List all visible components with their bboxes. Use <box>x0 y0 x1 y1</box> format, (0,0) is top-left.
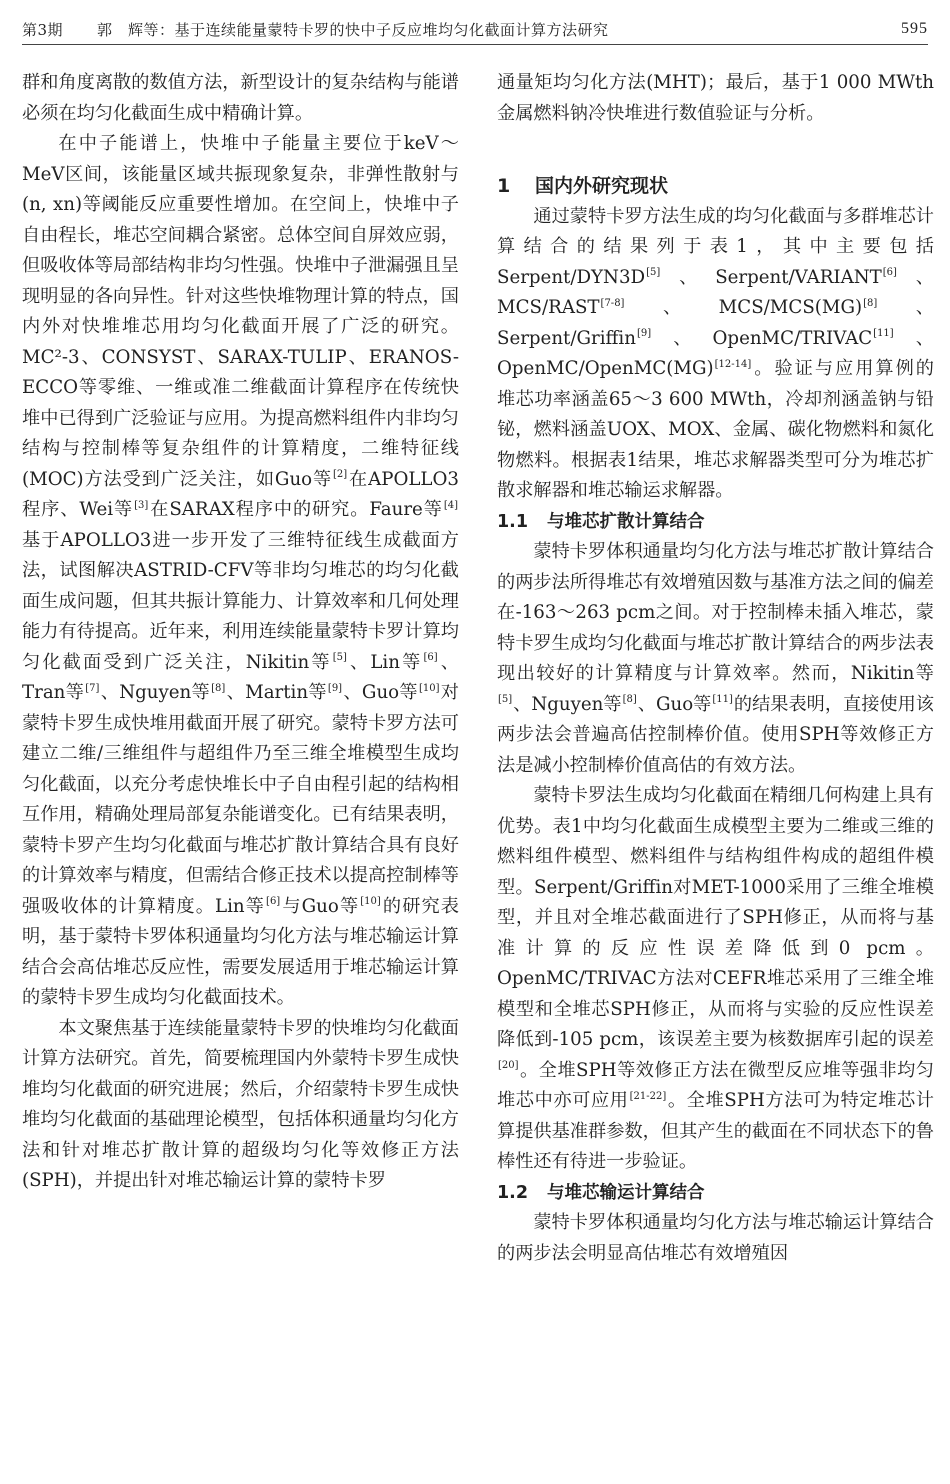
citation-ref: [6] <box>266 896 281 908</box>
section-number: 1 <box>497 175 511 197</box>
subsection1-1-paragraph-2: 蒙特卡罗法生成均匀化截面在精细几何构建上具有优势。表1中均匀化截面生成模型主要为二维或三维的燃料组件模型、燃料组件与结构组件构成的超组件模型。Serpent/Griffin对MET-1000采用了三维全堆模型，并且对全堆芯截面进行了SPH修正，从而将与基准计算的反应性误差降低到0 pcm。OpenMC/TRIVAC方法对CEFR堆芯采用了三维全堆模型和全堆芯SPH修正，从而将与实验的反应性误差降低到-105 pcm，该误差主要为核数据库引起的误差[20]。全堆SPH等效修正方法在微型反应堆等强非均匀堆芯中亦可应用[21-22]。全堆SPH方法可为特定堆芯计算提供基准群参数，但其产生的截面在不同状态下的鲁棒性还有待进一步验证。 <box>497 785 934 1172</box>
subsection1-2-paragraph-1: 蒙特卡罗体积通量均匀化方法与堆芯输运计算结合的两步法会明显高估堆芯有效增殖因 <box>497 1212 934 1264</box>
page-number: 595 <box>901 20 928 37</box>
left-column <box>22 68 459 1197</box>
left-paragraph-1: 群和角度离散的数值方法，新型设计的复杂结构与能谱必须在均匀化截面生成中精确计算。 <box>22 72 459 124</box>
subsection1-1-paragraph-1: 蒙特卡罗体积通量均匀化方法与堆芯扩散计算结合的两步法所得堆芯有效增殖因数与基准方法之间的偏差在-163～263 pcm之间。对于控制棒未插入堆芯，蒙特卡罗生成均匀化截面与堆芯扩散计算结合的两步法表现出较好的计算精度与计算效率。然而，Nikitin等[5]、Nguyen等[8]、Guo等[11]的结果表明，直接使用该两步法会普遍高估控制棒价值。使用SPH等效修正方法是减小控制棒价值高估的有效方法。 <box>497 541 934 776</box>
citation-ref: [11] <box>712 694 733 706</box>
citation-ref: [6] <box>882 267 897 279</box>
citation-ref: [20] <box>498 1060 519 1072</box>
citation-ref: [5] <box>332 652 347 664</box>
subsection-heading-1-2 <box>497 1178 934 1209</box>
section1-paragraph: 通过蒙特卡罗方法生成的均匀化截面与多群堆芯计算结合的结果列于表1，其中主要包括Serpent/DYN3D[5]、Serpent/VARIANT[6]、MCS/RAST[7-8]、MCS/MCS(MG)[8]、Serpent/Griffin[9]、OpenMC/TRIVAC[11]、OpenMC/OpenMC(MG)[12-14]。验证与应用算例的堆芯功率涵盖65～3 600 MWth，冷却剂涵盖钠与铅铋，燃料涵盖UOX、MOX、金属、碳化物燃料和氮化物燃料。根据表1结果，堆芯求解器类型可分为堆芯扩散求解器和堆芯输运求解器。 <box>497 205 934 501</box>
citation-ref: [4] <box>443 499 458 511</box>
citation-ref: [12-14] <box>714 358 752 370</box>
citation-ref: [11] <box>873 328 894 340</box>
citation-ref: [8] <box>622 694 637 706</box>
section-heading-1 <box>497 171 934 202</box>
left-paragraph-3: 本文聚焦基于连续能量蒙特卡罗的快堆均匀化截面计算方法研究。首先，简要梳理国内外蒙特卡罗生成快堆均匀化截面的研究进展；然后，介绍蒙特卡罗生成快堆均匀化截面的基础理论模型，包括体积通量均匀化方法和针对堆芯扩散计算的超级均匀化等效修正方法(SPH)，并提出针对堆芯输运计算的蒙特卡罗 <box>22 1017 459 1191</box>
section-title: 国内外研究现状 <box>535 175 669 197</box>
right-column <box>497 68 934 1269</box>
right-paragraph-1: 通量矩均匀化方法(MHT)；最后，基于1 000 MWth金属燃料钠冷快堆进行数值验证与分析。 <box>497 72 934 124</box>
running-header <box>22 14 928 45</box>
citation-ref: [7-8] <box>600 297 625 309</box>
subsection-number: 1.1 <box>497 511 529 532</box>
citation-ref: [10] <box>418 682 440 694</box>
citation-ref: [3] <box>134 499 149 511</box>
left-paragraph-2: 在中子能谱上，快堆中子能量主要位于keV～MeV区间，该能量区域共振现象复杂，非弹性散射与(n, xn)等阈能反应重要性增加。在空间上，快堆中子自由程长，堆芯空间耦合紧密。总体空间自屏效应弱，但吸收体等局部结构非均匀性强。快堆中子泄漏强且呈现明显的各向异性。针对这些快堆物理计算的特点，国内外对快堆堆芯用均匀化截面开展了广泛的研究。MC²-3、CONSYST、SARAX-TULIP、ERANOS-ECCO等零维、一维或准二维截面计算程序在传统快堆中已得到广泛验证与应用。为提高燃料组件内非均匀结构与控制棒等复杂组件的计算精度，二维特征线(MOC)方法受到广泛关注，如Guo等[2]在APOLLO3程序、Wei等[3]在SARAX程序中的研究。Faure等[4]基于APOLLO3进一步开发了三维特征线生成截面方法，试图解决ASTRID-CFV等非均匀堆芯的均匀化截面生成问题，但其共振计算能力、计算效率和几何处理能力有待提高。近年来，利用连续能量蒙特卡罗计算均匀化截面受到广泛关注，Nikitin等[5]、Lin等[6]、Tran等[7]、Nguyen等[8]、Martin等[9]、Guo等[10]对蒙特卡罗生成快堆用截面开展了研究。蒙特卡罗方法可建立二维/三维组件与超组件乃至三维全堆模型生成均匀化截面，以充分考虑快堆长中子自由程引起的结构相互作用，精确处理局部复杂能谱变化。已有结果表明，蒙特卡罗产生均匀化截面与堆芯扩散计算结合具有良好的计算效率与精度，但需结合修正技术以提高控制棒等强吸收体的计算精度。Lin等[6]与Guo等[10]的研究表明，基于蒙特卡罗体积通量均匀化方法与堆芯输运计算结合会高估堆芯反应性，需要发展适用于堆芯输运计算的蒙特卡罗生成均匀化截面技术。 <box>22 133 459 1008</box>
subsection-title: 与堆芯输运计算结合 <box>547 1182 705 1203</box>
citation-ref: [7] <box>85 682 100 694</box>
citation-ref: [9] <box>636 328 652 340</box>
citation-ref: [21-22] <box>629 1090 667 1102</box>
citation-ref: [6] <box>423 652 438 664</box>
citation-ref: [5] <box>646 267 661 279</box>
citation-ref: [9] <box>327 682 343 694</box>
citation-ref: [8] <box>211 682 226 694</box>
citation-ref: [2] <box>333 469 348 481</box>
citation-ref: [8] <box>863 297 878 309</box>
running-title: 郭 辉等：基于连续能量蒙特卡罗的快中子反应堆均匀化截面计算方法研究 <box>97 20 609 39</box>
header-left <box>22 19 609 40</box>
citation-ref: [10] <box>360 896 381 908</box>
subsection-heading-1-1 <box>497 507 934 538</box>
subsection-number: 1.2 <box>497 1182 529 1203</box>
subsection-title: 与堆芯扩散计算结合 <box>547 511 705 532</box>
issue-label: 第3期 <box>22 20 64 39</box>
citation-ref: [5] <box>498 694 513 706</box>
